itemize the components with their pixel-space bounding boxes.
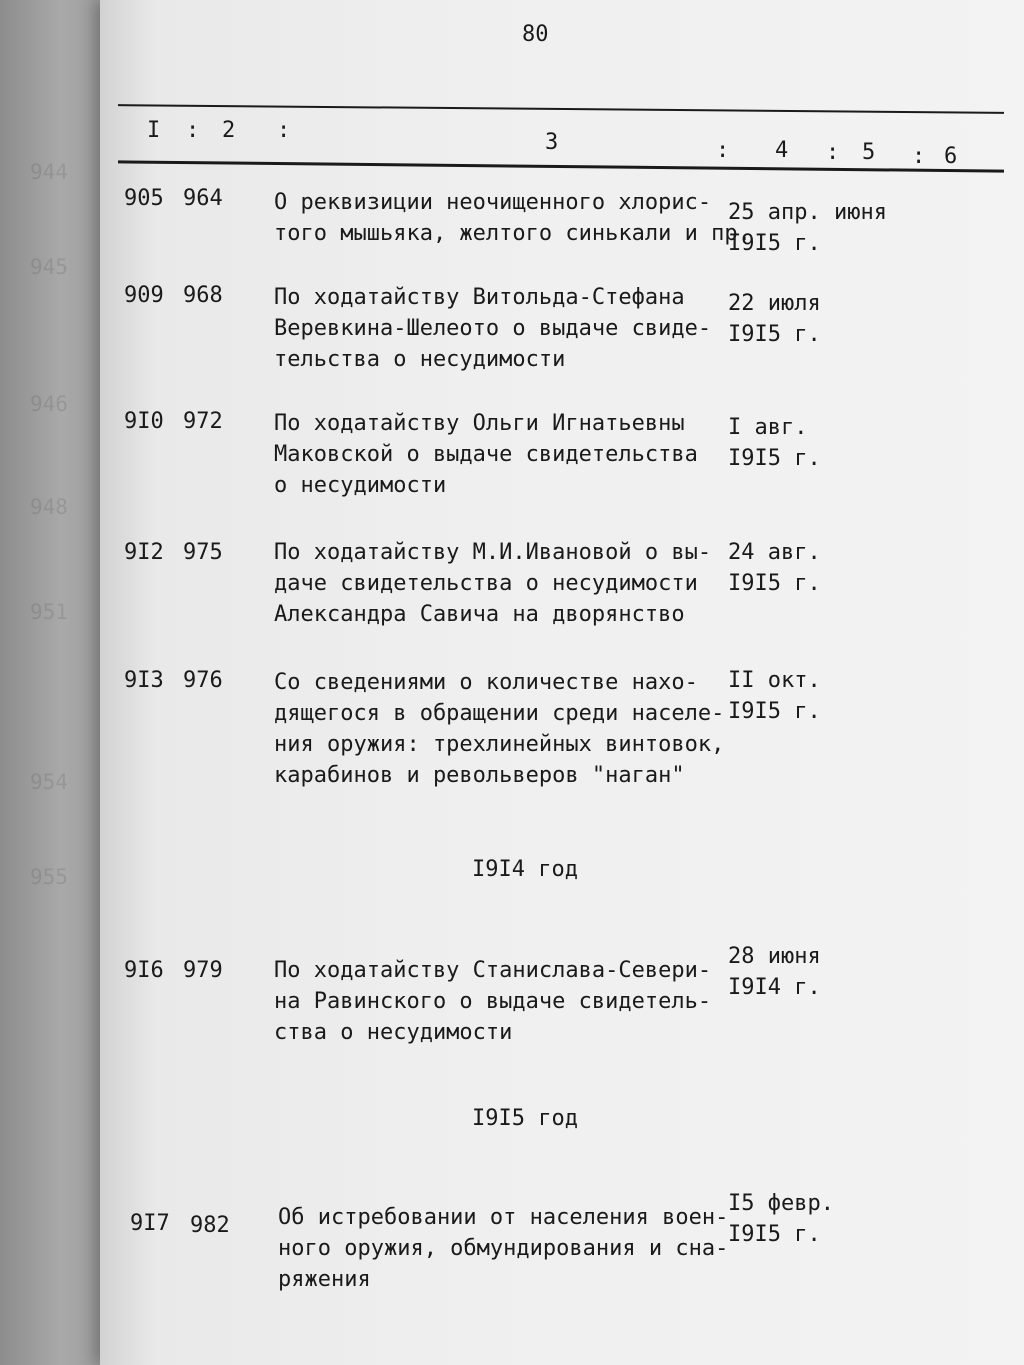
sequence-number: 9I0 (124, 409, 164, 434)
file-date (728, 665, 821, 727)
file-number: 979 (183, 958, 223, 983)
file-date-line: I9I5 г. (728, 446, 821, 471)
file-date-line: II окт. (728, 668, 821, 693)
file-date (728, 1188, 834, 1250)
column-separator: : (716, 138, 730, 163)
file-number: 972 (183, 409, 223, 434)
file-date-line: I9I5 г. (728, 1222, 821, 1247)
file-title-line: Веревкина-Шелеото о выдаче свиде- (274, 316, 712, 341)
file-title-line: Со сведениями о количестве нахо- (274, 670, 698, 695)
file-title-line: По ходатайству Ольги Игнатьевны (274, 411, 685, 436)
column-header-6: 6 (944, 144, 958, 169)
file-date-line: 24 авг. (728, 540, 821, 565)
file-title (274, 408, 719, 501)
file-title-line: тельства о несудимости (274, 347, 566, 372)
file-date (728, 412, 821, 474)
sequence-number: 9I6 (124, 958, 164, 983)
file-title-line: ния оружия: трехлинейных винтовок, (274, 732, 725, 757)
file-date-line: I9I4 г. (728, 975, 821, 1000)
file-date-line: 25 апр. июня (728, 200, 887, 225)
file-title (274, 187, 751, 249)
file-date-line: I9I5 г. (728, 699, 821, 724)
file-date-line: I авг. (728, 415, 808, 440)
file-title-line: даче свидетельства о несудимости (274, 571, 698, 596)
file-title (274, 667, 725, 791)
file-title-line: карабинов и револьверов "наган" (274, 763, 685, 788)
binding-spine (0, 0, 112, 1365)
page-number: 80 (522, 22, 549, 47)
sequence-number: 9I7 (130, 1211, 170, 1236)
file-date-line: 28 июня (728, 944, 821, 969)
file-title-line: Александра Савича на дворянство (274, 602, 685, 627)
column-separator: : (826, 140, 840, 165)
file-title-line: того мышьяка, желтого синькали и пр. (274, 221, 751, 246)
file-title-line: о несудимости (274, 473, 447, 498)
file-title-line: По ходатайству Станислава-Севери- (274, 958, 712, 983)
column-header-3: 3 (545, 130, 559, 155)
file-number: 976 (183, 668, 223, 693)
file-number: 968 (183, 283, 223, 308)
file-title-line: ряжения (278, 1267, 371, 1292)
column-separator: : (186, 118, 200, 143)
year-heading: I9I5 год (472, 1106, 578, 1131)
file-title-line: По ходатайству Витольда-Стефана (274, 285, 685, 310)
year-heading: I9I4 год (472, 857, 578, 882)
file-title-line: ства о несудимости (274, 1020, 513, 1045)
file-number: 982 (190, 1213, 230, 1238)
file-date-line: I9I5 г. (728, 571, 821, 596)
column-header-4: 4 (775, 138, 789, 163)
file-number: 964 (183, 186, 223, 211)
sequence-number: 9I2 (124, 540, 164, 565)
file-date (728, 197, 887, 259)
file-title-line: О реквизиции неочищенного хлорис- (274, 190, 712, 215)
file-title-line: Маковской о выдаче свидетельства (274, 442, 698, 467)
sequence-number: 9I3 (124, 668, 164, 693)
file-title-line: дящегося в обращении среди населе- (274, 701, 725, 726)
file-date-line: I5 февр. (728, 1191, 834, 1216)
column-header-1: I (147, 118, 161, 143)
file-title-line: на Равинского о выдаче свидетель- (274, 989, 712, 1014)
file-title (274, 955, 719, 1048)
file-date-line: I9I5 г. (728, 231, 821, 256)
file-title-line: ного оружия, обмундирования и сна- (278, 1236, 729, 1261)
file-date (728, 941, 821, 1003)
column-separator: : (912, 144, 926, 169)
column-header-5: 5 (862, 140, 876, 165)
file-title (278, 1202, 729, 1295)
file-date (728, 288, 821, 350)
file-title-line: Об истребовании от населения воен- (278, 1205, 729, 1230)
sequence-number: 905 (124, 186, 164, 211)
file-number: 975 (183, 540, 223, 565)
file-date-line: I9I5 г. (728, 322, 821, 347)
column-separator: : (277, 118, 291, 143)
file-title (274, 537, 719, 630)
file-date-line: 22 июля (728, 291, 821, 316)
file-date (728, 537, 821, 599)
file-title-line: По ходатайству М.И.Ивановой о вы- (274, 540, 712, 565)
column-header-2: 2 (222, 118, 236, 143)
sequence-number: 909 (124, 283, 164, 308)
file-title (274, 282, 719, 375)
